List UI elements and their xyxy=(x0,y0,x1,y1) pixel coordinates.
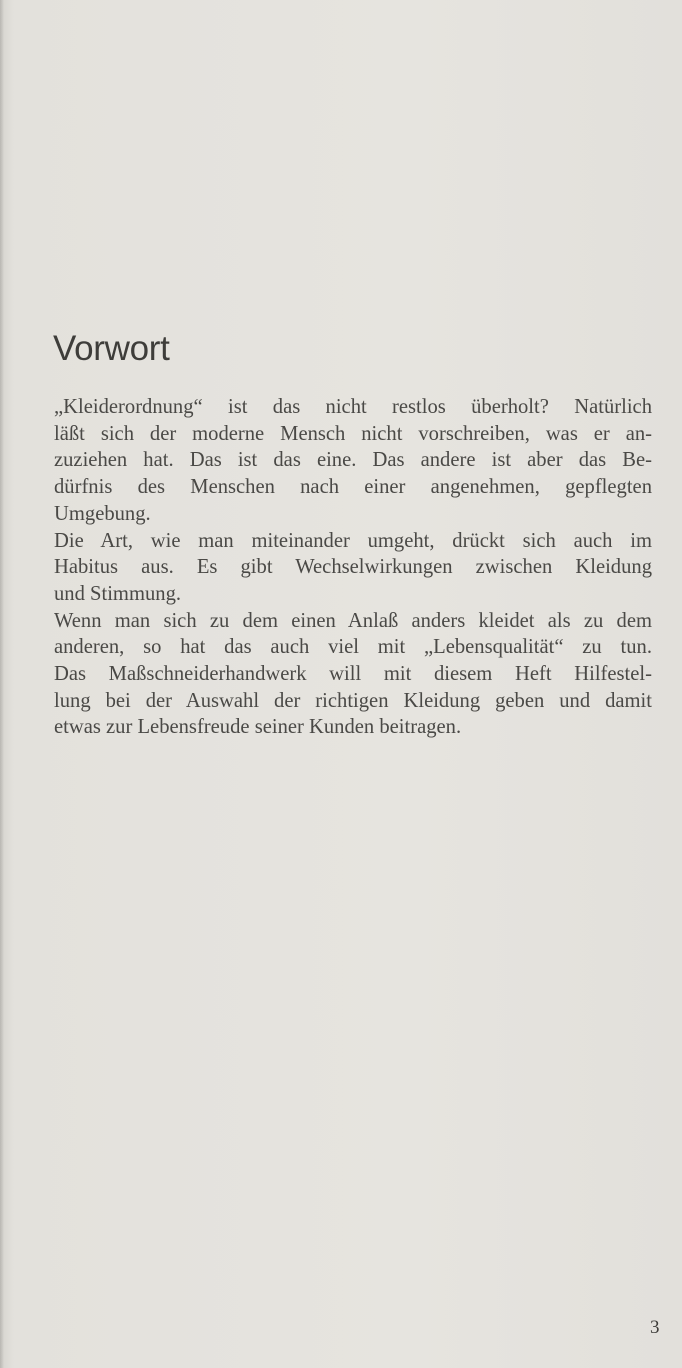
text-line: dürfnis des Menschen nach einer angenehmen, gepflegten xyxy=(54,476,652,499)
text-line: „Kleiderordnung“ ist das nicht restlos überholt? Natürlich xyxy=(54,396,652,418)
text-line: zuziehen hat. Das ist das eine. Das andere ist aber das Be- xyxy=(54,449,652,472)
page-number: 3 xyxy=(650,1317,660,1338)
text-line: Das Maßschneiderhandwerk will mit diesem Heft Hilfestel- xyxy=(54,663,652,686)
text-line: anderen, so hat das auch viel mit „Lebensqualität“ zu tun. xyxy=(54,636,652,659)
text-line: Habitus aus. Es gibt Wechselwirkungen zwischen Kleidung xyxy=(54,556,652,579)
text-line: Wenn man sich zu dem einen Anlaß anders kleidet als zu dem xyxy=(54,609,652,632)
text-line: und Stimmung. xyxy=(54,582,182,605)
text-line: läßt sich der moderne Mensch nicht vorschreiben, was er an- xyxy=(54,422,652,445)
foreword-text xyxy=(54,394,652,741)
text-line: etwas zur Lebensfreude seiner Kunden beitragen. xyxy=(54,716,462,739)
text-line: lung bei der Auswahl der richtigen Kleidung geben und damit xyxy=(54,689,652,712)
page-binding-edge xyxy=(0,0,4,1368)
page-title: Vorwort xyxy=(53,329,170,368)
text-line: Umgebung. xyxy=(54,502,151,525)
text-line: Die Art, wie man miteinander umgeht, drückt sich auch im xyxy=(54,529,652,552)
